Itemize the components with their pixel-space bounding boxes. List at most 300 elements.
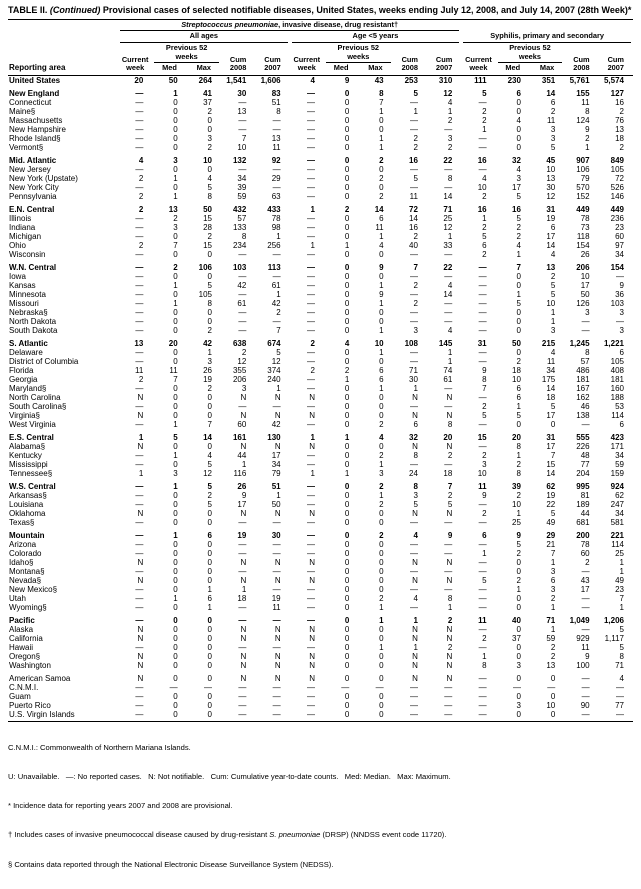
reporting-area-cell: Illinois (9, 213, 32, 223)
table-row (8, 683, 633, 692)
value-cell: 34 (237, 173, 247, 183)
value-cell: — (238, 164, 247, 174)
footnote-legend: U: Unavailable. —: No reported cases. N: Not notifiable. Cum: Cumulative year-to-date counts. Med: Median. Max: Maximum. (8, 772, 451, 782)
value-cell: 7 (550, 450, 556, 460)
current-week-header: Current week (118, 43, 152, 75)
reporting-area-cell: South Carolina§ (9, 401, 67, 411)
table-row (8, 576, 633, 585)
value-cell: 3 (619, 325, 624, 335)
value-cell: 2 (379, 593, 384, 603)
value-cell: 0 (344, 262, 350, 272)
value-cell: — (616, 316, 624, 326)
value-cell: 8 (447, 593, 453, 603)
value-cell: 2 (173, 213, 178, 223)
value-cell: — (444, 298, 453, 308)
value-cell: 5 (207, 481, 212, 491)
value-cell: — (135, 642, 144, 652)
value-cell: 1,049 (569, 615, 590, 625)
value-cell: 215 (541, 338, 556, 348)
value-cell: 0 (173, 548, 178, 558)
value-cell: 0 (516, 133, 521, 143)
value-cell: 5 (207, 280, 212, 290)
value-cell: 2 (138, 204, 144, 214)
table-row (8, 357, 633, 366)
value-cell: — (272, 316, 281, 326)
value-cell: 6 (207, 593, 212, 603)
value-cell: 221 (610, 530, 624, 540)
table-row (8, 500, 633, 509)
value-cell: 1 (413, 642, 418, 652)
value-cell: 0 (379, 115, 384, 125)
value-cell: 355 (232, 365, 247, 375)
value-cell: — (135, 459, 144, 469)
table-row (8, 75, 633, 85)
table-header (8, 19, 633, 75)
value-cell: 0 (173, 508, 178, 518)
all-ages-header: All ages (118, 31, 290, 43)
value-cell: 2 (207, 325, 212, 335)
value-cell: 0 (344, 615, 350, 625)
reporting-area-cell: Arkansas§ (9, 490, 47, 500)
value-cell: 50 (271, 499, 281, 509)
value-cell: N (137, 624, 144, 634)
value-cell: 37 (512, 633, 521, 643)
value-cell: 0 (207, 508, 212, 518)
value-cell: 32 (409, 432, 418, 442)
value-cell: 0 (173, 499, 178, 509)
value-cell: — (272, 182, 281, 192)
value-cell: 1 (482, 213, 487, 223)
value-cell: — (444, 307, 453, 317)
value-cell: 0 (344, 700, 350, 710)
value-cell: 155 (576, 88, 590, 98)
value-cell: — (135, 142, 144, 152)
value-cell: — (478, 602, 487, 612)
value-cell: — (306, 615, 315, 625)
value-cell: 0 (207, 548, 212, 558)
value-cell: — (581, 316, 590, 326)
value-cell: N (274, 633, 281, 643)
value-cell: 5 (276, 347, 281, 357)
table-row (8, 232, 633, 241)
value-cell: 0 (344, 164, 350, 174)
value-cell: 0 (173, 164, 178, 174)
value-cell: 25 (615, 548, 624, 558)
value-cell: 74 (443, 365, 453, 375)
value-cell: 4 (516, 164, 521, 174)
value-cell: — (135, 133, 144, 143)
value-cell: 4 (447, 280, 453, 290)
value-cell: 0 (379, 124, 384, 134)
value-cell: 14 (546, 240, 556, 250)
value-cell: 1 (207, 602, 212, 612)
value-cell: 12 (203, 468, 212, 478)
value-cell: 7 (550, 548, 556, 558)
value-cell: 39 (237, 182, 247, 192)
value-cell: 1 (585, 142, 590, 152)
reporting-area-cell: Florida (9, 365, 34, 375)
value-cell: — (238, 401, 247, 411)
value-cell: 555 (576, 432, 590, 442)
value-cell: 17 (546, 441, 556, 451)
value-cell: — (393, 710, 427, 722)
value-cell: 0 (516, 325, 521, 335)
value-cell: 11 (272, 142, 281, 152)
table-row (8, 98, 633, 107)
value-cell: N (137, 508, 144, 518)
value-cell: 111 (474, 75, 487, 85)
value-cell: — (272, 539, 281, 549)
table-row (8, 384, 633, 393)
table-row (8, 549, 633, 558)
value-cell: — (238, 271, 247, 281)
value-cell: 11 (135, 365, 144, 375)
value-cell: — (409, 115, 418, 125)
reporting-area-cell: Massachusetts (9, 115, 63, 125)
value-cell: 5 (413, 499, 418, 509)
value-cell: 73 (580, 222, 590, 232)
value-cell: 0 (516, 271, 521, 281)
value-cell: 37 (203, 97, 212, 107)
value-cell: 1 (550, 307, 556, 317)
value-cell: 23 (615, 222, 624, 232)
value-cell: 10 (546, 164, 556, 174)
value-cell: 0 (344, 231, 350, 241)
value-cell: 0 (173, 307, 178, 317)
value-cell: — (306, 499, 315, 509)
value-cell: — (238, 566, 247, 576)
value-cell: 49 (546, 517, 556, 527)
value-cell: 8 (207, 298, 212, 308)
value-cell: 15 (477, 432, 487, 442)
value-cell: 71 (615, 660, 624, 670)
value-cell: 1 (379, 642, 384, 652)
value-cell: 1 (379, 231, 384, 241)
value-cell: 14 (546, 468, 556, 478)
value-cell: — (135, 298, 144, 308)
value-cell: 1 (379, 347, 384, 357)
value-cell: 12 (443, 222, 453, 232)
value-cell: N (137, 557, 144, 567)
value-cell: 2 (482, 633, 487, 643)
value-cell: 77 (615, 700, 624, 710)
value-cell: 162 (576, 392, 590, 402)
value-cell: 4 (413, 593, 418, 603)
value-cell: 1 (447, 231, 453, 241)
value-cell: 638 (232, 338, 247, 348)
value-cell: 146 (610, 191, 624, 201)
value-cell: 78 (580, 213, 590, 223)
value-cell: 7 (619, 593, 624, 603)
value-cell: — (478, 566, 487, 576)
value-cell: N (309, 673, 315, 683)
reporting-area-cell: Wyoming§ (9, 602, 47, 612)
value-cell: — (478, 262, 487, 272)
value-cell: 206 (232, 374, 247, 384)
value-cell: 0 (344, 271, 350, 281)
value-cell: 14 (443, 191, 453, 201)
value-cell: 1 (276, 231, 281, 241)
reporting-area-cell: Hawaii (9, 642, 34, 652)
value-cell: 1 (516, 289, 521, 299)
value-cell: N (137, 660, 144, 670)
table-row (8, 585, 633, 594)
value-cell: — (478, 624, 487, 634)
value-cell: 161 (232, 432, 247, 442)
value-cell: — (581, 566, 590, 576)
value-cell: 72 (409, 204, 418, 214)
value-cell: — (135, 289, 144, 299)
reporting-area-cell: American Samoa (9, 673, 71, 683)
value-cell: 30 (271, 530, 281, 540)
value-cell: — (306, 222, 315, 232)
value-cell: 570 (576, 182, 590, 192)
value-cell: N (240, 557, 247, 567)
value-cell: 1 (447, 106, 453, 116)
value-cell: 0 (173, 517, 178, 527)
table-row (8, 335, 633, 348)
reporting-area-cell: Alaska (9, 624, 34, 634)
value-cell: — (238, 602, 247, 612)
current-week-header: Current week (461, 43, 495, 75)
value-cell: 14 (546, 383, 556, 393)
value-cell: — (444, 584, 453, 594)
value-cell: 206 (576, 262, 590, 272)
value-cell: 8 (516, 441, 521, 451)
value-cell: — (221, 710, 255, 722)
value-cell: 3 (550, 124, 556, 134)
value-cell: — (478, 325, 487, 335)
cum-2007-header: Cum 2007 (599, 43, 633, 75)
value-cell: 4 (207, 173, 212, 183)
value-cell: 17 (546, 410, 556, 420)
value-cell: 16 (477, 155, 487, 165)
value-cell: 1 (619, 566, 624, 576)
table-row (8, 634, 633, 643)
value-cell: 13 (134, 338, 144, 348)
value-cell: 34 (615, 450, 624, 460)
value-cell: 2 (447, 142, 453, 152)
value-cell: 98 (271, 222, 281, 232)
value-cell: 19 (203, 374, 212, 384)
value-cell: 9 (585, 651, 590, 661)
value-cell: 0 (207, 642, 212, 652)
value-cell: 9 (379, 289, 384, 299)
value-cell: — (306, 566, 315, 576)
value-cell: 0 (344, 173, 350, 183)
table-row (8, 594, 633, 603)
value-cell: N (412, 392, 418, 402)
value-cell: 63 (271, 191, 281, 201)
table-row (8, 326, 633, 335)
value-cell: 0 (344, 347, 350, 357)
value-cell: — (461, 710, 495, 722)
value-cell: — (272, 566, 281, 576)
value-cell: N (309, 633, 315, 643)
value-cell: 1,221 (603, 338, 624, 348)
value-cell: 60 (615, 231, 624, 241)
value-cell: 1 (173, 419, 178, 429)
reporting-area-cell: District of Columbia (9, 356, 79, 366)
value-cell: — (290, 710, 324, 722)
value-cell: — (135, 124, 144, 134)
value-cell: 0 (173, 490, 178, 500)
value-cell: 31 (546, 432, 556, 442)
value-cell: N (412, 624, 418, 634)
cum-2007-header: Cum 2007 (255, 43, 289, 75)
value-cell: 0 (173, 539, 178, 549)
value-cell: 2 (173, 262, 178, 272)
value-cell: N (412, 660, 418, 670)
value-cell: 181 (576, 374, 590, 384)
value-cell: N (240, 575, 247, 585)
value-cell: 5 (207, 459, 212, 469)
value-cell: 16 (409, 222, 418, 232)
value-cell: 0 (344, 249, 350, 259)
value-cell: — (478, 441, 487, 451)
value-cell: 3 (550, 566, 556, 576)
value-cell: 5 (207, 182, 212, 192)
value-cell: 4 (516, 115, 521, 125)
value-cell: 0 (173, 142, 178, 152)
value-cell: 6 (379, 365, 384, 375)
cum-2008-header: Cum 2008 (393, 43, 427, 75)
value-cell: 2 (413, 142, 418, 152)
value-cell: — (135, 316, 144, 326)
value-cell: 7 (276, 325, 281, 335)
value-cell: — (238, 124, 247, 134)
value-cell: 57 (580, 356, 590, 366)
value-cell: 226 (576, 441, 590, 451)
table-row (8, 125, 633, 134)
value-cell: 81 (580, 490, 590, 500)
value-cell: 5 (516, 298, 521, 308)
value-cell: 0 (379, 539, 384, 549)
value-cell: — (616, 682, 624, 692)
value-cell: 3 (173, 222, 178, 232)
table-row (8, 701, 633, 710)
value-cell: 30 (546, 182, 556, 192)
value-cell: 6 (516, 383, 521, 393)
value-cell: N (309, 575, 315, 585)
value-cell: 0 (344, 298, 350, 308)
value-cell: — (306, 155, 315, 165)
value-cell: 11 (375, 222, 384, 232)
table-row (8, 478, 633, 491)
value-cell: 1 (344, 468, 350, 478)
value-cell: 43 (374, 75, 384, 85)
value-cell: 1 (173, 191, 178, 201)
table-row (8, 661, 633, 670)
value-cell: 1 (379, 142, 384, 152)
value-cell: 1 (173, 280, 178, 290)
value-cell: 6 (482, 530, 487, 540)
value-cell: 17 (512, 182, 521, 192)
value-cell: — (306, 691, 315, 701)
value-cell: 4 (379, 240, 384, 250)
value-cell: 0 (173, 633, 178, 643)
value-cell: — (444, 249, 453, 259)
value-cell: — (306, 450, 315, 460)
value-cell: 0 (344, 624, 350, 634)
value-cell: 3 (550, 584, 556, 594)
value-cell: — (306, 325, 315, 335)
value-cell: 6 (413, 419, 418, 429)
reporting-area-cell: California (9, 633, 43, 643)
reporting-area-cell: Kentucky (9, 450, 42, 460)
value-cell: 0 (379, 164, 384, 174)
value-cell: — (478, 316, 487, 326)
value-cell: — (444, 700, 453, 710)
cum-2007-header: Cum 2007 (427, 43, 461, 75)
value-cell: N (274, 508, 281, 518)
table-row (8, 348, 633, 357)
value-cell: 17 (271, 450, 281, 460)
footnote-drsp (8, 830, 633, 840)
value-cell: 2 (516, 575, 521, 585)
value-cell: — (306, 347, 315, 357)
value-cell: 5 (619, 642, 624, 652)
value-cell: 18 (615, 133, 624, 143)
value-cell: 145 (438, 338, 453, 348)
value-cell: 92 (271, 155, 281, 165)
value-cell: 11 (409, 191, 418, 201)
reporting-area-cell: Vermont§ (9, 142, 44, 152)
reporting-area-cell: North Dakota (9, 316, 57, 326)
value-cell: — (306, 182, 315, 192)
value-cell: 4 (207, 450, 212, 460)
value-cell: 62 (546, 481, 556, 491)
value-cell: 0 (516, 124, 521, 134)
table-row (8, 174, 633, 183)
value-cell: 5 (447, 499, 453, 509)
value-cell: 0 (379, 517, 384, 527)
table-row (8, 670, 633, 683)
value-cell: 42 (203, 338, 212, 348)
value-cell: 486 (576, 365, 590, 375)
value-cell: 8 (585, 106, 590, 116)
reporting-area-cell: Oregon§ (9, 651, 41, 661)
value-cell: — (478, 97, 487, 107)
value-cell: — (272, 124, 281, 134)
value-cell: 181 (610, 374, 624, 384)
value-cell: 159 (610, 468, 624, 478)
value-cell: 16 (615, 97, 624, 107)
value-cell: 0 (207, 557, 212, 567)
value-cell: 2 (138, 173, 144, 183)
table-row (8, 451, 633, 460)
value-cell: 1,606 (260, 75, 281, 85)
value-cell: 0 (379, 410, 384, 420)
value-cell: 674 (267, 338, 281, 348)
value-cell: — (169, 682, 178, 692)
value-cell: 2 (447, 642, 453, 652)
value-cell: 0 (173, 624, 178, 634)
value-cell: 0 (344, 642, 350, 652)
value-cell: 0 (173, 392, 178, 402)
value-cell: 0 (516, 316, 521, 326)
value-cell: 8 (516, 468, 521, 478)
value-cell: — (238, 249, 247, 259)
value-cell: — (306, 298, 315, 308)
value-cell: 5,574 (603, 75, 624, 85)
value-cell: — (427, 710, 461, 722)
value-cell: 6 (550, 575, 556, 585)
value-cell: 0 (173, 575, 178, 585)
value-cell: — (238, 548, 247, 558)
value-cell: 43 (580, 575, 590, 585)
value-cell: 1 (516, 401, 521, 411)
